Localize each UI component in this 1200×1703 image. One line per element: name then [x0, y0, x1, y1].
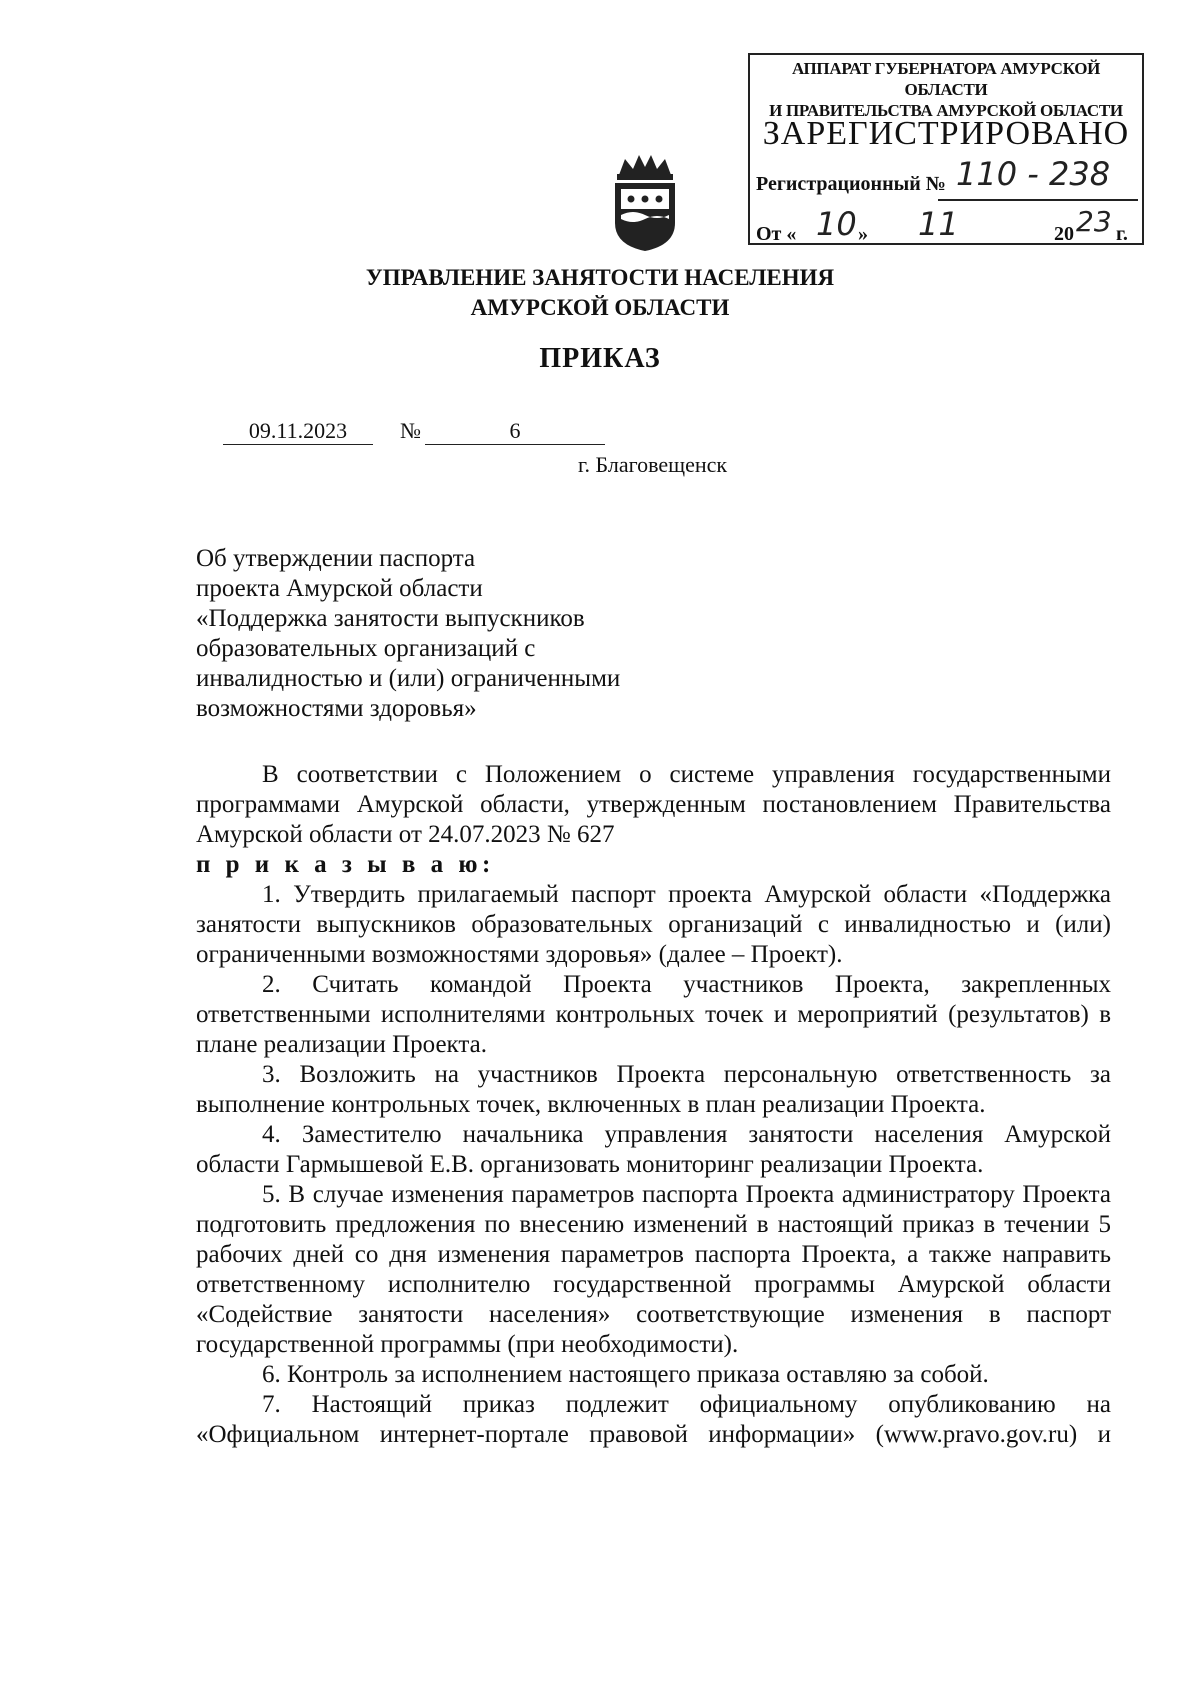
stamp-date-close: »: [858, 223, 868, 245]
subject-line: образовательных организаций с: [196, 635, 536, 662]
stamp-org-line1: АППАРАТ ГУБЕРНАТОРА АМУРСКОЙ ОБЛАСТИ: [791, 59, 1101, 99]
stamp-date-day: 10: [816, 205, 857, 243]
order-subject: [196, 544, 620, 724]
stamp-date-month: 11: [918, 205, 959, 243]
stamp-org-line2: И ПРАВИТЕЛЬСТВА АМУРСКОЙ ОБЛАСТИ: [769, 101, 1123, 120]
department-name-line1: УПРАВЛЕНИЕ ЗАНЯТОСТИ НАСЕЛЕНИЯ: [365, 265, 835, 290]
order-word: п р и к а з ы в а ю:: [196, 851, 495, 878]
stamp-title: ЗАРЕГИСТРИРОВАНО: [762, 115, 1130, 152]
subject-line: возможностями здоровья»: [196, 695, 477, 722]
order-item-5: 5. В случае изменения параметров паспорта Проекта администратору Проекта подготовить предложения по внесению изменений в настоящий приказ в течении 5 рабочих дней со дня изменения параметров паспорта Проекта, а также направить ответственному исполнителю государственной программы Амурской области «Содействие занятости населения» соответствующие изменения в паспорт государственной программы (при необходимости).: [196, 1181, 1111, 1358]
order-item-3: 3. Возложить на участников Проекта персональную ответственность за выполнение контрольных точек, включенных в план реализации Проекта.: [196, 1061, 1111, 1118]
order-item-6: 6. Контроль за исполнением настоящего приказа оставляю за собой.: [262, 1361, 989, 1388]
order-item-2: 2. Считать командой Проекта участников Проекта, закрепленных ответственными исполнителями контрольных точек и мероприятий (результатов) в плане реализации Проекта.: [196, 971, 1111, 1058]
department-name-line2: АМУРСКОЙ ОБЛАСТИ: [470, 295, 730, 320]
subject-line: проекта Амурской области: [196, 575, 483, 602]
stamp-month-underline: [874, 243, 1024, 245]
order-date: 09.11.2023: [223, 418, 373, 445]
preamble: В соответствии с Положением о системе управления государственными программами Амурской области, утвержденным постановлением Правительства Амурской области от 24.07.2023 № 627: [196, 761, 1111, 848]
subject-line: «Поддержка занятости выпускников: [196, 605, 585, 632]
stamp-organization: [750, 58, 1142, 121]
document-type: ПРИКАЗ: [539, 343, 661, 374]
order-item-7: 7. Настоящий приказ подлежит официальному опубликованию на «Официальном интернет-портале правовой информации» (www.pravo.gov.ru) и: [196, 1391, 1111, 1448]
stamp-year-suffix: 23: [1076, 205, 1112, 238]
coat-of-arms-icon: [605, 153, 685, 253]
stamp-year-prefix: 20: [1054, 223, 1074, 245]
stamp-reg-underline: [938, 199, 1138, 201]
registration-stamp: [748, 53, 1144, 245]
stamp-date-prefix: От «: [756, 223, 797, 245]
stamp-reg-label: Регистрационный №: [756, 173, 946, 195]
order-number: 6: [425, 418, 605, 445]
order-item-1: 1. Утвердить прилагаемый паспорт проекта Амурской области «Поддержка занятости выпускников образовательных организаций с инвалидностью и (или) ограниченными возможностями здоровья» (далее – Проект).: [196, 881, 1111, 968]
order-city: г. Благовещенск: [578, 452, 728, 477]
subject-line: Об утверждении паспорта: [196, 545, 476, 572]
stamp-year-end: г.: [1116, 223, 1128, 245]
stamp-reg-number: 110 - 238: [956, 155, 1111, 193]
stamp-day-underline: [808, 243, 852, 245]
order-body: [196, 760, 1111, 1450]
order-item-4: 4. Заместителю начальника управления занятости населения Амурской области Гармышевой Е.В. организовать мониторинг реализации Проекта.: [196, 1121, 1111, 1178]
subject-line: инвалидностью и (или) ограниченными: [196, 665, 621, 692]
order-number-label: №: [400, 418, 421, 443]
